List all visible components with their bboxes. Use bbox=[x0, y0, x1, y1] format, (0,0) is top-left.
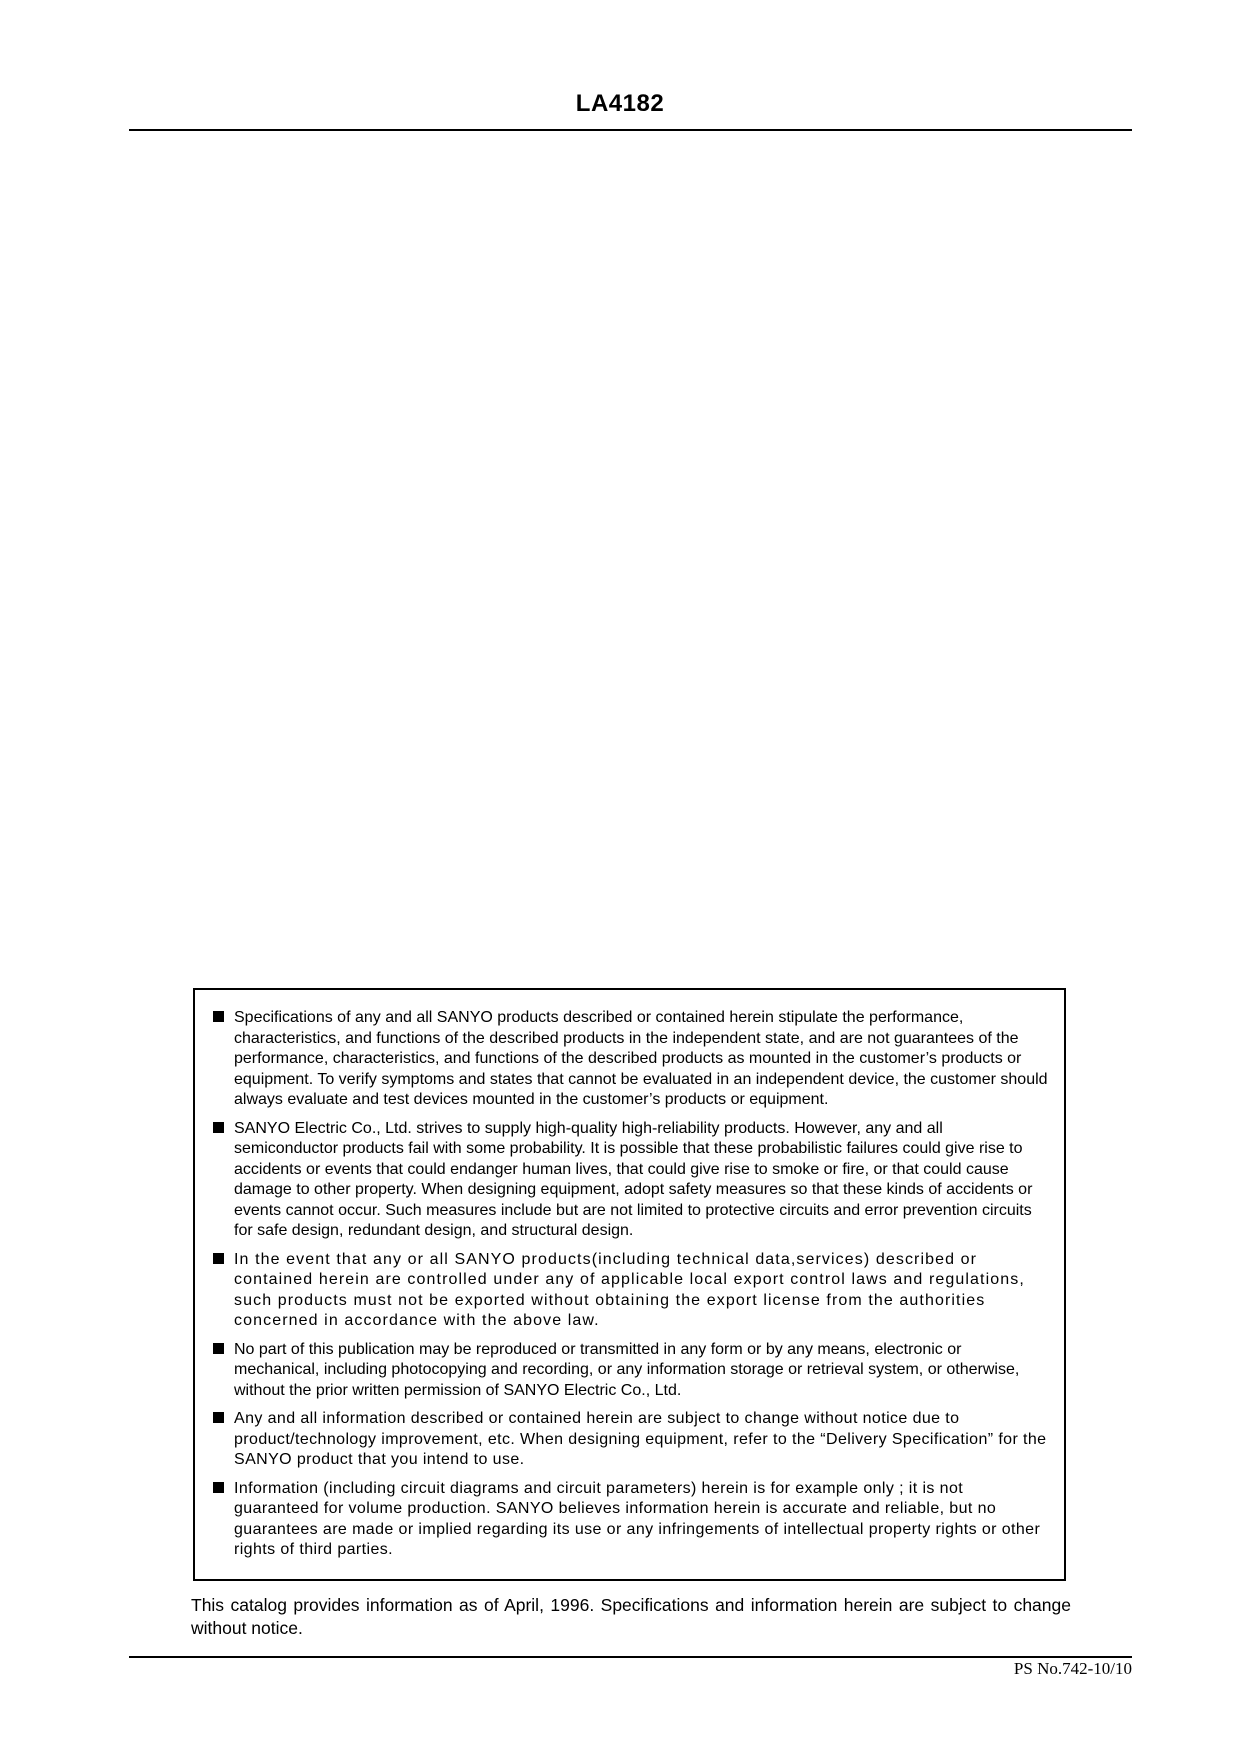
disclaimer-item-change-notice bbox=[213, 1409, 1050, 1471]
square-bullet-icon bbox=[213, 1122, 224, 1133]
disclaimer-item-example-only bbox=[213, 1479, 1050, 1561]
disclaimer-item-specifications bbox=[213, 1008, 1050, 1111]
disclaimer-text: Information (including circuit diagrams and circuit parameters) herein is for example only ; it is not guaranteed for volume production. SANYO believes information herein is accurate and reliable, but no guarantees are made or implied regarding its use or any infringements of intellectual property rights or other rights of third parties. bbox=[234, 1479, 1041, 1558]
header-divider bbox=[129, 129, 1132, 131]
disclaimer-item-reliability bbox=[213, 1119, 1050, 1242]
disclaimer-text: Specifications of any and all SANYO products described or contained herein stipulate the performance, characteristics, and functions of the described products in the independent state, and are not guarantees of the performance, characteristics, and functions of the described products as mounted in the customer’s products or equipment. To verify symptoms and states that cannot be evaluated in an independent device, the customer should always evaluate and test devices mounted in the customer’s products or equipment. bbox=[234, 1009, 1048, 1108]
disclaimer-text: SANYO Electric Co., Ltd. strives to supply high-quality high-reliability products. However, any and all semiconductor products fail with some probability. It is possible that these probabilistic failures could give rise to accidents or events that could endanger human lives, that could give rise to smoke or fire, or that could cause damage to other property. When designing equipment, adopt safety measures so that these kinds of accidents or events cannot occur. Such measures include but are not limited to protective circuits and error prevention circuits for safe design, redundant design, and structural design. bbox=[234, 1119, 1033, 1239]
page-title: LA4182 bbox=[575, 90, 665, 117]
square-bullet-icon bbox=[213, 1011, 224, 1022]
disclaimer-text: Any and all information described or contained herein are subject to change without notice due to product/technology improvement, etc. When designing equipment, refer to the “Delivery Specification” for the SANYO product that you intend to use. bbox=[234, 1410, 1047, 1468]
square-bullet-icon bbox=[213, 1412, 224, 1423]
disclaimer-item-reproduction bbox=[213, 1340, 1050, 1402]
square-bullet-icon bbox=[213, 1253, 224, 1264]
footer-divider bbox=[129, 1656, 1132, 1658]
catalog-date-note: This catalog provides information as of April, 1996. Specifications and information herein are subject to change without notice. bbox=[191, 1595, 1071, 1638]
square-bullet-icon bbox=[213, 1482, 224, 1493]
disclaimer-text: In the event that any or all SANYO products(including technical data,services) described or contained herein are controlled under any of applicable local export control laws and regulations, such products must not be exported without obtaining the export license from the authorities concerned in accordance with the above law. bbox=[234, 1250, 1025, 1329]
disclaimer-box bbox=[193, 988, 1066, 1581]
disclaimer-text: No part of this publication may be reproduced or transmitted in any form or by any means, electronic or mechanical, including photocopying and recording, or any information storage or retrieval system, or otherwise, without the prior written permission of SANYO Electric Co., Ltd. bbox=[234, 1340, 1020, 1399]
square-bullet-icon bbox=[213, 1343, 224, 1354]
document-code: PS No.742-10/10 bbox=[1013, 1659, 1132, 1678]
disclaimer-item-export-control bbox=[213, 1250, 1050, 1332]
